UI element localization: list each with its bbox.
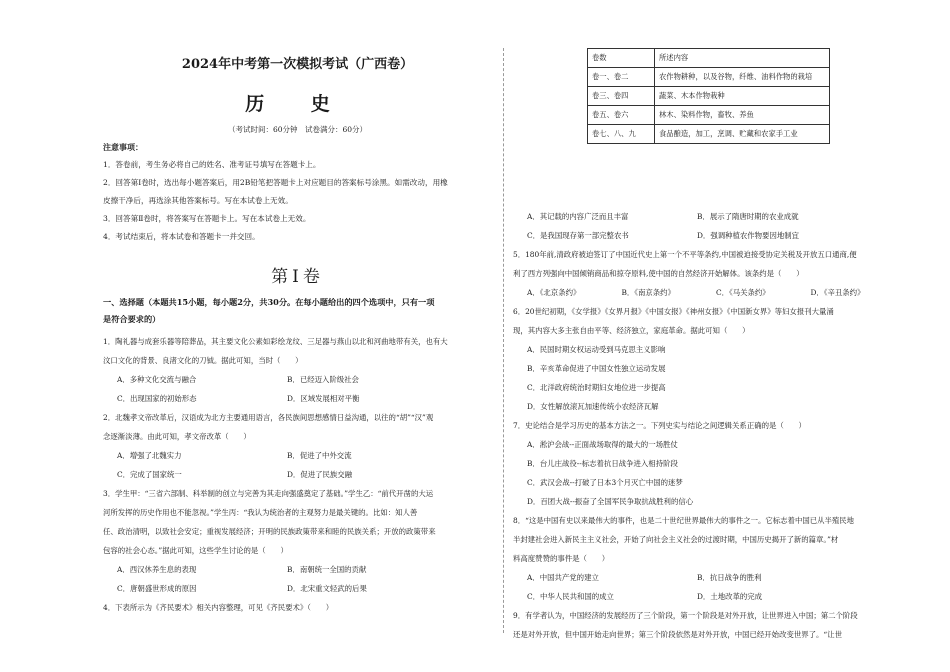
right-column [510, 0, 905, 672]
table-cell: 林木、染料作物，畜牧、养鱼 [655, 106, 830, 125]
exam-title: 2024年中考第一次模拟考试（广西卷） [181, 57, 414, 72]
table-row [588, 106, 830, 125]
question-stem: 念逐渐淡薄。由此可知，孝文帝改革（ ） [103, 432, 251, 441]
options [117, 560, 495, 598]
table-cell: 卷五、卷六 [588, 106, 655, 125]
option-b: B．《南京条约》 [621, 288, 675, 297]
table-header-row [588, 49, 830, 68]
exam-meta: （考试时间：60分钟 试卷满分：60分） [227, 125, 368, 134]
option-c: C．北洋政府统治时期妇女地位进一步提高 [527, 383, 666, 392]
question-stem: 8．“这是中国有史以来最伟大的事件，也是二十世纪世界最伟大的事件之一。它标志着中国已从半殖民地 [513, 516, 855, 525]
option-a: A．西汉休养生息的表现 [117, 565, 197, 574]
section-heading-line: 是符合要求的） [103, 314, 161, 324]
question-stem: 还是对外开放，但中国开始走向世界；第三个阶段依然是对外开放，中国已经开始改变世界了。“让世 [513, 630, 842, 639]
question-stem: 现，其内容大多主张自由平等、经济独立，家庭革命。据此可知（ ） [513, 326, 750, 335]
table-cell: 卷数 [588, 49, 655, 68]
option-b: B．抗日战争的胜利 [697, 573, 762, 582]
options [117, 370, 495, 408]
subject-title: 历 史 [245, 93, 350, 115]
question-stem: 任、政治清明，以致社会安定；重视发展经济；开明的民族政策带来和睦的民族关系；开放的政策带来 [103, 527, 436, 536]
table-row [588, 68, 830, 87]
options [527, 568, 905, 606]
question-9 [513, 606, 905, 644]
table-cell: 卷三、卷四 [588, 87, 655, 106]
question-stem: 7．史论结合是学习历史的基本方法之一。下列史实与结论之间逻辑关系正确的是（ ） [513, 421, 806, 430]
question-3 [103, 484, 495, 598]
question-2 [103, 408, 495, 484]
note-line: 皮擦干净后，再选涂其他答案标号。写在本试卷上无效。 [103, 196, 293, 205]
option-b: B．展示了隋唐时期的农业成就 [697, 212, 799, 221]
question-5 [513, 245, 905, 302]
question-stem: 3．学生甲：“三省六部制、科举制的创立与完善为其走向强盛奠定了基础。”学生乙：“前代开凿的大运 [103, 489, 434, 498]
right-questions [513, 207, 905, 644]
source-table [587, 48, 830, 144]
option-b: B．南朝统一全国的贡献 [287, 565, 367, 574]
question-stem: 半封建社会进入新民主主义社会，开始了向社会主义社会的过渡时期，中国历史揭开了新的篇章。”材 [513, 535, 839, 544]
question-stem: 包容的社会心态。”据此可知，这些学生讨论的是（ ） [103, 546, 288, 555]
section-heading [103, 294, 495, 328]
option-a: A．中国共产党的建立 [527, 573, 599, 582]
page-divider [503, 48, 504, 633]
notes-title: 注意事项： [103, 142, 143, 152]
option-c: C．唐朝盛世形成的原因 [117, 584, 197, 593]
note-line: 2．回答第Ⅰ卷时，选出每小题答案后，用2B铅笔把答题卡上对应题目的答案标号涂黑。如需改动，用橡 [103, 178, 448, 187]
option-a: A．增强了北魏实力 [117, 451, 182, 460]
option-b: B．已经迈入阶级社会 [287, 375, 359, 384]
left-questions [103, 332, 495, 617]
note-line: 3．回答第Ⅱ卷时，将答案写在答题卡上。写在本试卷上无效。 [103, 214, 311, 223]
option-a: A．民国时期女权运动受到马克思主义影响 [527, 345, 666, 354]
option-b: B．辛亥革命促进了中国女性独立运动发展 [527, 364, 666, 373]
part-title: 第Ⅰ卷 [271, 267, 324, 287]
section-heading-line: 一、选择题（本题共15小题，每小题2分，共30分。在每小题给出的四个选项中，只有一项 [103, 297, 435, 307]
option-c: C．武汉会战--打破了日本3个月灭亡中国的迷梦 [527, 478, 683, 487]
option-a: A．《北京条约》 [527, 288, 581, 297]
question-4 [103, 598, 495, 617]
option-d: D．北宋重文轻武的后果 [287, 584, 367, 593]
left-column [100, 0, 495, 672]
table-cell: 食品酿造，加工，烹调、贮藏和农家手工业 [655, 125, 830, 144]
option-d: D．百团大战--振奋了全国军民争取抗战胜利的信心 [527, 497, 694, 506]
option-c: C．中华人民共和国的成立 [527, 592, 614, 601]
question-stem: 6．20世纪初期，《女学报》《女界月报》《中国女报》《神州女报》《中国新女界》等妇女报刊大量涌 [513, 307, 834, 316]
table-cell: 卷七、八、九 [588, 125, 655, 144]
option-d: D．强调种植农作物要因地制宜 [697, 231, 800, 240]
question-stem: 河所发挥的历史作用也不能忽视。”学生丙：“我认为统治者的主观努力是最关键的。比如：知人善 [103, 508, 418, 517]
option-a: A．其记载的内容广泛而且丰富 [527, 212, 629, 221]
question-4-options [527, 207, 905, 245]
options [527, 340, 905, 416]
question-stem: 9．有学者认为，中国经济的发展经历了三个阶段，第一个阶段是对外开放，让世界进入中国；第二个阶段 [513, 611, 858, 620]
option-d: D．区域发展相对平衡 [287, 394, 360, 403]
note-line: 1．答卷前，考生务必将自己的姓名、准考证号填写在答题卡上。 [103, 160, 321, 169]
note-line: 4．考试结束后，将本试卷和答题卡一并交回。 [103, 232, 260, 241]
option-a: A．淞沪会战--正面战场取得的最大的一场胜仗 [527, 440, 678, 449]
option-b: B．促进了中外交流 [287, 451, 352, 460]
question-stem: 2．北魏孝文帝改革后，汉语成为北方主要通用语言，各民族间思想感情日益沟通，以往的“胡”“汉”观 [103, 413, 434, 422]
option-c: C．《马关条约》 [716, 288, 770, 297]
question-stem: 1．陶礼器与成套乐器等陪葬品，其主要文化公素如彩绘龙纹、三足器与燕山以北和河曲地带有关，也有大 [103, 337, 448, 346]
option-c: C．完成了国家统一 [117, 470, 182, 479]
option-a: A．多种文化交流与融合 [117, 375, 197, 384]
notes-list [103, 156, 493, 246]
question-stem: 4．下表所示为《齐民要术》相关内容整理，可见《齐民要术》（ ） [103, 603, 334, 612]
options [117, 446, 495, 484]
option-c: C．是我国现存第一部完整农书 [527, 231, 629, 240]
question-6 [513, 302, 905, 416]
options [527, 283, 905, 302]
question-1 [103, 332, 495, 408]
table-row [588, 125, 830, 144]
question-7 [513, 416, 905, 511]
option-d: D．土地改革的完成 [697, 592, 763, 601]
table-cell: 蔬菜、木本作物栽种 [655, 87, 830, 106]
question-stem: 料高度赞赞的事件是（ ） [513, 554, 610, 563]
question-stem: 利了西方列强向中国倾销商品和掠夺原料,使中国的自然经济开始解体。该条约是（ ） [513, 269, 804, 278]
table-cell: 所述内容 [655, 49, 830, 68]
question-8 [513, 511, 905, 606]
options [527, 435, 905, 511]
question-stem: 5．180年前,清政府被迫签订了中国近代史上第一个不平等条约,中国被迫接受协定关税及开放五口通商,便 [513, 250, 857, 259]
question-stem: 汶口文化的背景、良渚文化的刀钺。据此可知，当时（ ） [103, 356, 303, 365]
option-d: D．《辛丑条约》 [810, 288, 865, 297]
option-c: C．出现国家的初始形态 [117, 394, 197, 403]
option-b: B．台儿庄战役--标志着抗日战争进入相持阶段 [527, 459, 678, 468]
table-row [588, 87, 830, 106]
option-d: D．女性解放滚瓦加速传统小农经济瓦解 [527, 402, 659, 411]
option-d: D．促进了民族交融 [287, 470, 353, 479]
table-cell: 农作物耕种，以及谷物，纤维、油料作物的栽培 [655, 68, 830, 87]
table-cell: 卷一、卷二 [588, 68, 655, 87]
